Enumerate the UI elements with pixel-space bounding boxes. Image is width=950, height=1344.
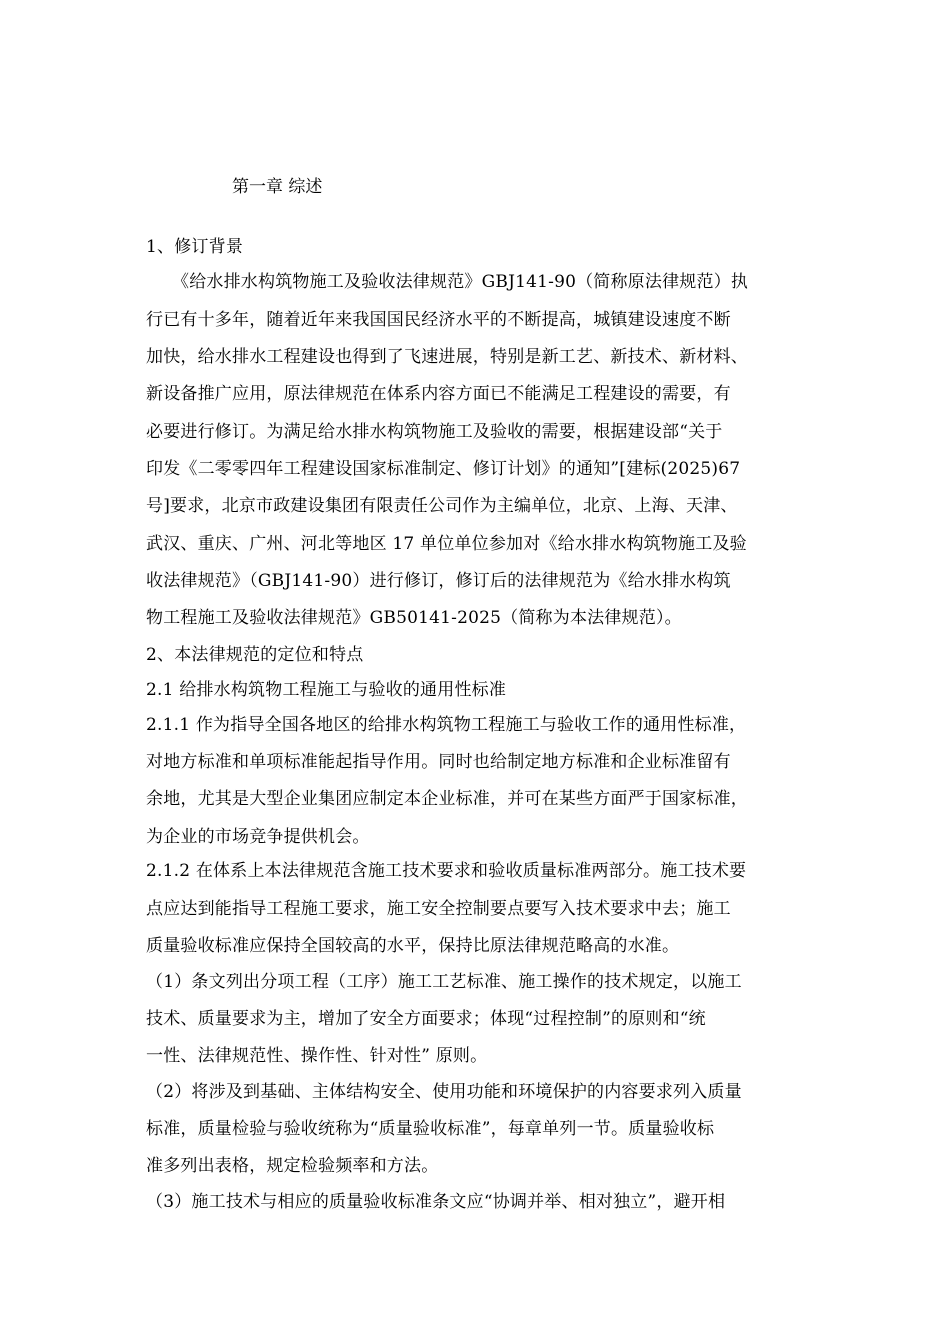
paragraph-line: 2.1.1 作为指导全国各地区的给排水构筑物工程施工与验收工作的通用性标准， [146,715,747,735]
paragraph-line: 为企业的市场竞争提供机会。 [146,827,370,847]
section-heading: 2、本法律规范的定位和特点 [146,645,364,665]
paragraph-line: 武汉、重庆、广州、河北等地区 17 单位单位参加对《给水排水构筑物施工及验 [146,534,747,554]
paragraph-line: 新设备推广应用，原法律规范在体系内容方面已不能满足工程建设的需要，有 [146,384,731,404]
chapter-title: 第一章 综述 [232,177,323,197]
paragraph-line: 点应达到能指导工程施工要求，施工安全控制要点要写入技术要求中去；施工 [146,899,731,919]
paragraph-line: 余地，尤其是大型企业集团应制定本企业标准，并可在某些方面严于国家标准， [146,789,748,809]
paragraph-line: 必要进行修订。为满足给水排水构筑物施工及验收的需要，根据建设部“关于 [146,422,723,442]
list-item-line: （3）施工技术与相应的质量验收标准条文应“协调并举、相对独立”，避开相 [146,1192,726,1212]
section-heading: 1、修订背景 [146,237,244,257]
paragraph-line: 物工程施工及验收法律规范》GB50141-2025（简称为本法律规范）。 [146,608,682,628]
list-item-line: （1）条文列出分项工程（工序）施工工艺标准、施工操作的技术规定，以施工 [146,972,742,992]
paragraph-line: 技术、质量要求为主，增加了安全方面要求；体现“过程控制”的原则和“统 [146,1009,706,1029]
paragraph-line: 印发《二零零四年工程建设国家标准制定、修订计划》的通知”[建标(2025)67 [146,459,741,479]
paragraph-line: 对地方标准和单项标准能起指导作用。同时也给制定地方标准和企业标准留有 [146,752,731,772]
paragraph-line: 号]要求，北京市政建设集团有限责任公司作为主编单位，北京、上海、天津、 [146,496,738,516]
list-item-line: （2）将涉及到基础、主体结构安全、使用功能和环境保护的内容要求列入质量 [146,1082,742,1102]
paragraph-line: 加快，给水排水工程建设也得到了飞速进展，特别是新工艺、新技术、新材料、 [146,347,748,367]
paragraph-line: 一性、法律规范性、操作性、针对性” 原则。 [146,1046,488,1066]
paragraph-line: 质量验收标准应保持全国较高的水平，保持比原法律规范略高的水准。 [146,936,680,956]
paragraph-line: 标准，质量检验与验收统称为“质量验收标准”，每章单列一节。质量验收标 [146,1119,715,1139]
paragraph-line: 准多列出表格，规定检验频率和方法。 [146,1156,439,1176]
paragraph-line: 《给水排水构筑物施工及验收法律规范》GBJ141-90（简称原法律规范）执 [172,272,749,292]
subsection-heading: 2.1 给排水构筑物工程施工与验收的通用性标准 [146,680,507,700]
paragraph-line: 2.1.2 在体系上本法律规范含施工技术要求和验收质量标准两部分。施工技术要 [146,861,747,881]
paragraph-line: 收法律规范》（GBJ141-90）进行修订，修订后的法律规范为《给水排水构筑 [146,571,731,591]
paragraph-line: 行已有十多年，随着近年来我国国民经济水平的不断提高，城镇建设速度不断 [146,310,731,330]
